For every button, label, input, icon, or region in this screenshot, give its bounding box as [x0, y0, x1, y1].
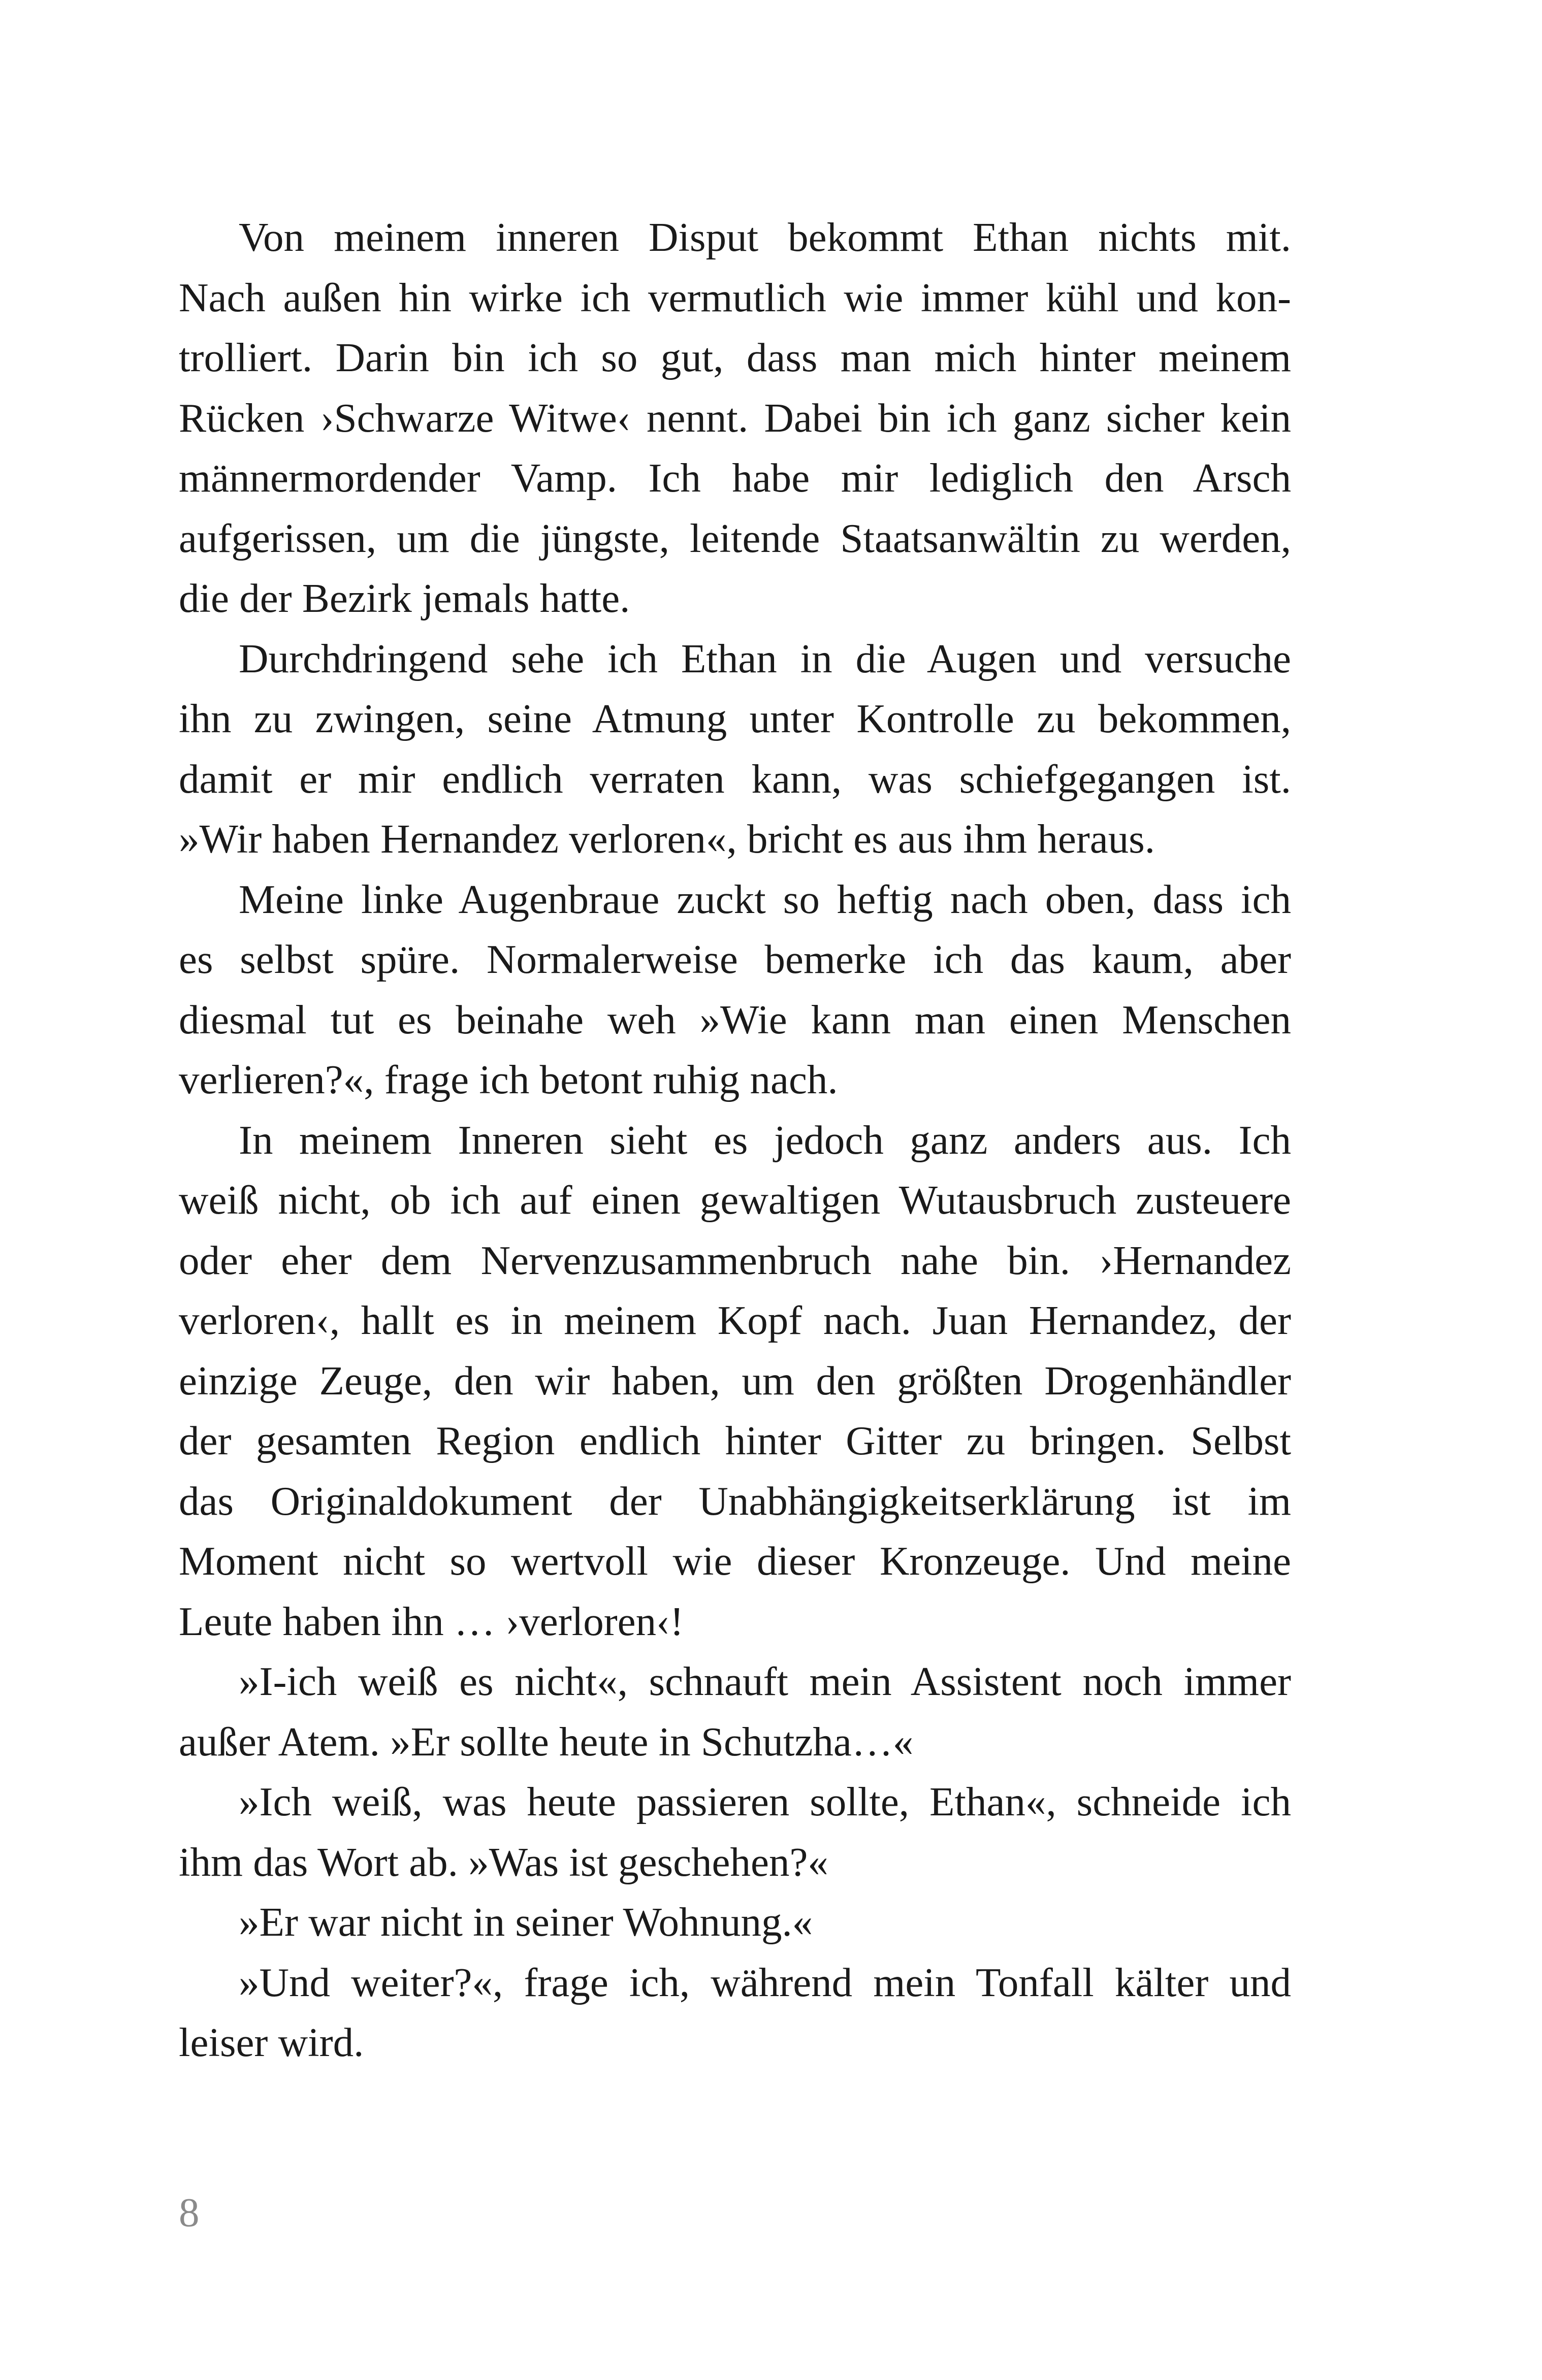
paragraph — [179, 1952, 1291, 2073]
text-line: »I-ich weiß es nicht«, schnauft mein Assistent noch immer — [239, 1658, 1291, 1704]
text-line: Rücken ›Schwarze Witwe‹ nennt. Dabei bin ich ganz sicher kein — [179, 395, 1291, 441]
page-number: 8 — [179, 2190, 200, 2235]
paragraph — [179, 1110, 1291, 1652]
paragraph — [179, 1772, 1291, 1892]
text-line: »Er war nicht in seiner Wohnung.« — [239, 1899, 813, 1945]
paragraph — [179, 869, 1291, 1110]
text-line: »Und weiter?«, frage ich, während mein Tonfall kälter und — [239, 1959, 1291, 2005]
text-line: damit er mir endlich verraten kann, was schiefgegangen ist. — [179, 756, 1291, 802]
text-line: Nach außen hin wirke ich vermutlich wie immer kühl und kon- — [179, 274, 1291, 320]
text-line: trolliert. Darin bin ich so gut, dass man mich hinter meinem — [179, 335, 1291, 380]
text-line: aufgerissen, um die jüngste, leitende Staatsanwältin zu werden, — [179, 515, 1291, 561]
text-line: leiser wird. — [179, 2019, 364, 2065]
text-line: das Originaldokument der Unabhängigkeitserklärung ist im — [179, 1478, 1291, 1524]
text-line: Moment nicht so wertvoll wie dieser Kronzeuge. Und meine — [179, 1538, 1291, 1584]
text-line: diesmal tut es beinahe weh »Wie kann man einen Menschen — [179, 996, 1291, 1042]
text-line: »Ich weiß, was heute passieren sollte, Ethan«, schneide ich — [239, 1779, 1291, 1824]
text-line: einzige Zeuge, den wir haben, um den größten Drogenhändler — [179, 1357, 1291, 1404]
body-text — [179, 207, 1291, 2073]
text-line: verloren‹, hallt es in meinem Kopf nach. Juan Hernandez, der — [179, 1297, 1291, 1343]
text-line: »Wir haben Hernandez verloren«, bricht es aus ihm heraus. — [179, 816, 1155, 862]
text-line: es selbst spüre. Normalerweise bemerke ich das kaum, aber — [179, 936, 1291, 982]
text-line: In meinem Inneren sieht es jedoch ganz anders aus. Ich — [239, 1117, 1291, 1163]
text-line: ihm das Wort ab. »Was ist geschehen?« — [179, 1839, 828, 1885]
paragraph — [179, 207, 1291, 629]
text-line: weiß nicht, ob ich auf einen gewaltigen Wutausbruch zusteuere — [179, 1177, 1291, 1223]
text-line: Leute haben ihn … ›verloren‹! — [179, 1598, 684, 1644]
text-line: oder eher dem Nervenzusammenbruch nahe bin. ›Hernandez — [179, 1237, 1291, 1283]
text-line: Von meinem inneren Disput bekommt Ethan nichts mit. — [239, 214, 1291, 260]
text-line: außer Atem. »Er sollte heute in Schutzha…« — [179, 1718, 914, 1765]
text-line: ihn zu zwingen, seine Atmung unter Kontrolle zu bekommen, — [179, 696, 1291, 741]
paragraph — [179, 1651, 1291, 1772]
paragraph — [179, 629, 1291, 869]
paragraph — [179, 1892, 1291, 1952]
text-line: männermordender Vamp. Ich habe mir lediglich den Arsch — [179, 455, 1291, 501]
text-line: verlieren?«, frage ich betont ruhig nach. — [179, 1057, 838, 1102]
text-line: Meine linke Augenbraue zuckt so heftig nach oben, dass ich — [239, 876, 1291, 922]
text-line: die der Bezirk jemals hatte. — [179, 575, 630, 621]
text-line: der gesamten Region endlich hinter Gitter zu bringen. Selbst — [179, 1418, 1291, 1463]
text-line: Durchdringend sehe ich Ethan in die Augen und versuche — [239, 635, 1291, 681]
